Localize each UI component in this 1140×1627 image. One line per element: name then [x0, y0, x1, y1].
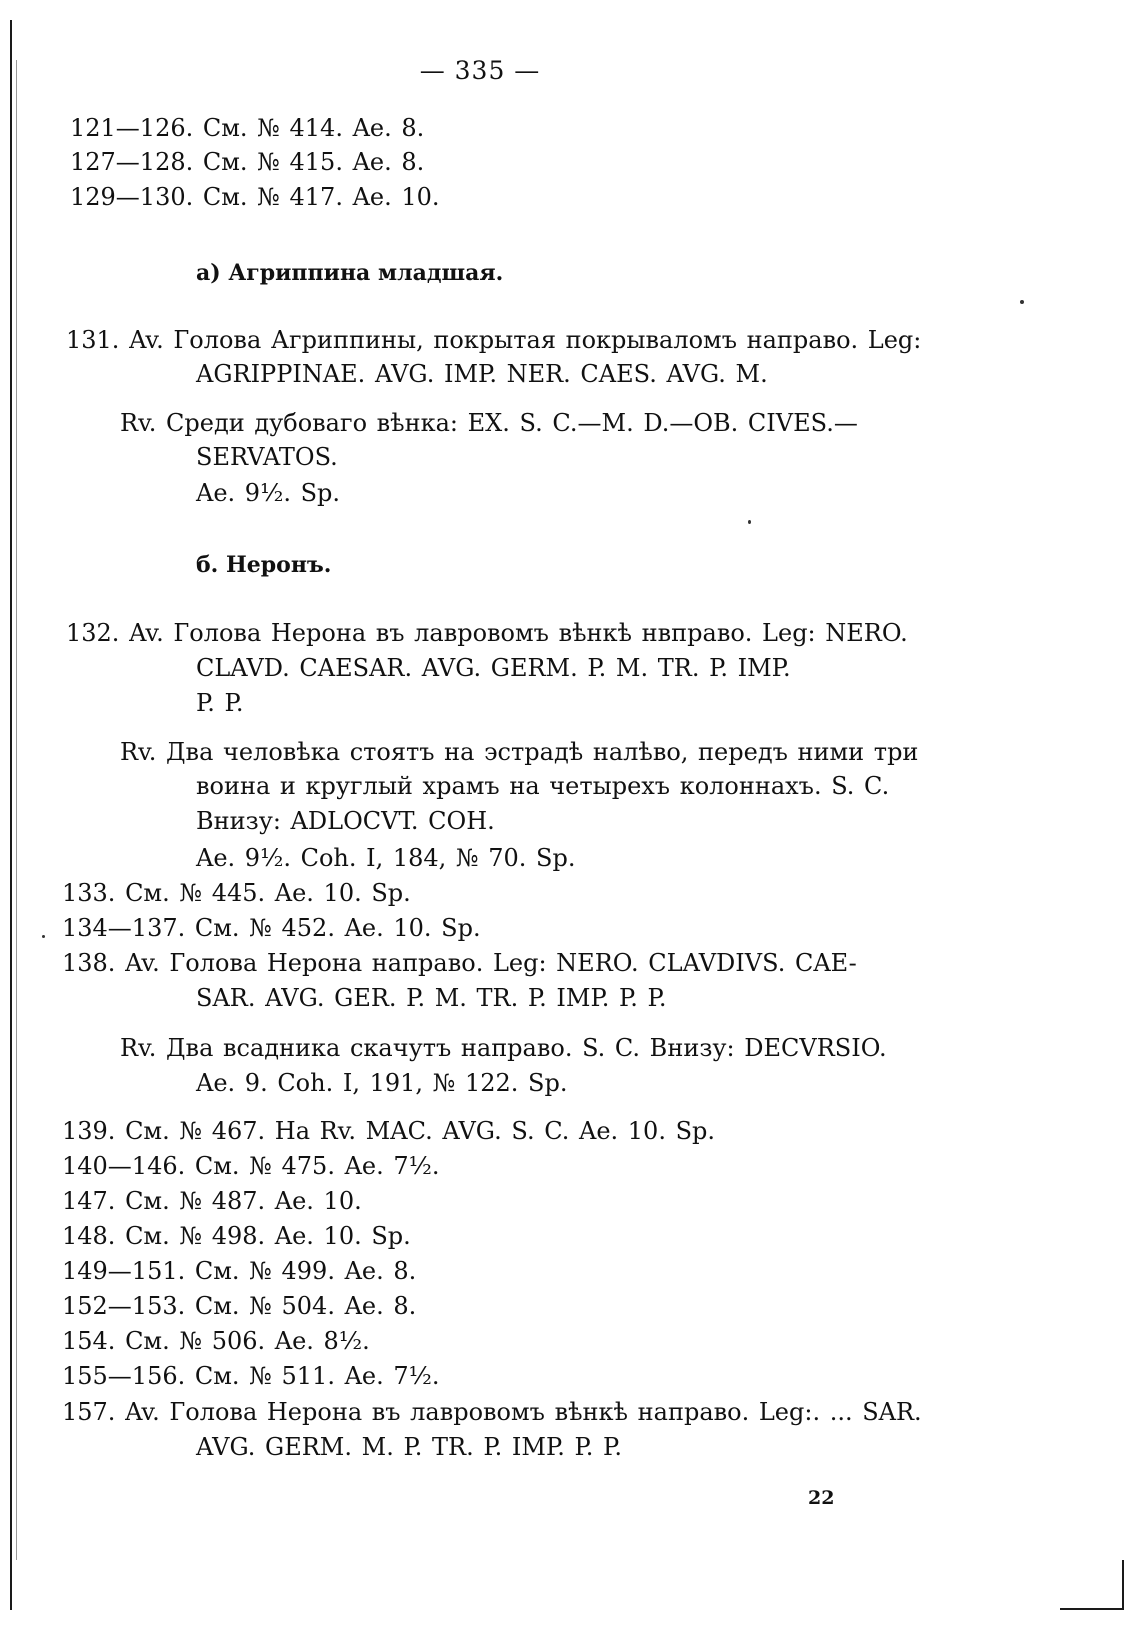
catalog-entry-131-reverse: Rv. Среди дубоваго вѣнка: EX. S. C.—M. D.—OB. CIVES.—: [120, 409, 858, 437]
catalog-entry-131-obverse: 131. Av. Голова Агриппины, покрытая покрываломъ направо. Leg:: [66, 326, 922, 354]
catalog-entry-155-156: 155—156. См. № 511. Ae. 7½.: [62, 1362, 440, 1390]
catalog-entry-139: 139. См. № 467. На Rv. MAC. AVG. S. C. Ae. 10. Sp.: [62, 1117, 716, 1145]
catalog-entry-157-obverse: 157. Av. Голова Нерона въ лавровомъ вѣнкѣ направо. Leg:. ... SAR.: [62, 1398, 922, 1426]
page-number: — 335 —: [419, 56, 541, 85]
catalog-entry-132-reverse: Rv. Два человѣка стоятъ на эстрадѣ налѣво, передъ ними три: [120, 738, 919, 766]
catalog-entry-132-metal: Ae. 9½. Coh. I, 184, № 70. Sp.: [196, 844, 576, 872]
catalog-entry-138-metal: Ae. 9. Coh. I, 191, № 122. Sp.: [196, 1069, 568, 1097]
catalog-entry-157-legend: AVG. GERM. M. P. TR. P. IMP. P. P.: [196, 1433, 622, 1461]
catalog-entry-149-151: 149—151. См. № 499. Ae. 8.: [62, 1257, 417, 1285]
crop-mark-vertical: [1122, 1560, 1124, 1610]
printer-signature-mark: 22: [808, 1487, 835, 1509]
catalog-entry-131-reverse-cont: SERVATOS.: [196, 443, 338, 471]
catalog-entry-138-obverse: 138. Av. Голова Нерона направо. Leg: NERO. CLAVDIVS. CAE-: [62, 949, 857, 977]
catalog-entry-132-reverse-cont: воина и круглый храмъ на четырехъ колоннахъ. S. C.: [196, 772, 890, 800]
section-heading-agrippina: а) Агриппина младшая.: [196, 260, 504, 286]
page-edge-line: [16, 60, 17, 1560]
section-heading-nero: б. Неронъ.: [196, 552, 332, 578]
catalog-entry-131-legend: AGRIPPINAE. AVG. IMP. NER. CAES. AVG. M.: [196, 360, 768, 388]
catalog-entry-134-137: 134—137. См. № 452. Ae. 10. Sp.: [62, 914, 481, 942]
crop-mark-horizontal: [1060, 1608, 1124, 1610]
catalog-entry-154: 154. См. № 506. Ae. 8½.: [62, 1327, 370, 1355]
catalog-entry-138-reverse: Rv. Два всадника скачутъ направо. S. C. Внизу: DECVRSIO.: [120, 1034, 887, 1062]
catalog-entry-147: 147. См. № 487. Ae. 10.: [62, 1187, 362, 1215]
catalog-entry-132-reverse-legend: Внизу: ADLOCVT. COH.: [196, 807, 495, 835]
catalog-entry-129-130: 129—130. См. № 417. Ae. 10.: [70, 183, 440, 211]
page-edge-shadow: [10, 20, 12, 1610]
catalog-entry-138-legend: SAR. AVG. GER. P. M. TR. P. IMP. P. P.: [196, 984, 667, 1012]
catalog-entry-132-legend-cont: P. P.: [196, 689, 244, 717]
catalog-entry-152-153: 152—153. См. № 504. Ae. 8.: [62, 1292, 417, 1320]
catalog-entry-132-obverse: 132. Av. Голова Нерона въ лавровомъ вѣнкѣ нвправо. Leg: NERO.: [66, 619, 908, 647]
scan-speck: [42, 935, 45, 938]
catalog-entry-133: 133. См. № 445. Ae. 10. Sp.: [62, 879, 411, 907]
scan-speck: [748, 520, 751, 524]
catalog-entry-132-legend: CLAVD. CAESAR. AVG. GERM. P. M. TR. P. IMP.: [196, 654, 791, 682]
catalog-entry-121-126: 121—126. См. № 414. Ae. 8.: [70, 114, 425, 142]
catalog-entry-140-146: 140—146. См. № 475. Ae. 7½.: [62, 1152, 440, 1180]
scan-speck: [1020, 300, 1024, 304]
catalog-entry-148: 148. См. № 498. Ae. 10. Sp.: [62, 1222, 411, 1250]
catalog-entry-131-metal: Ae. 9½. Sp.: [196, 479, 341, 507]
catalog-entry-127-128: 127—128. См. № 415. Ae. 8.: [70, 148, 425, 176]
